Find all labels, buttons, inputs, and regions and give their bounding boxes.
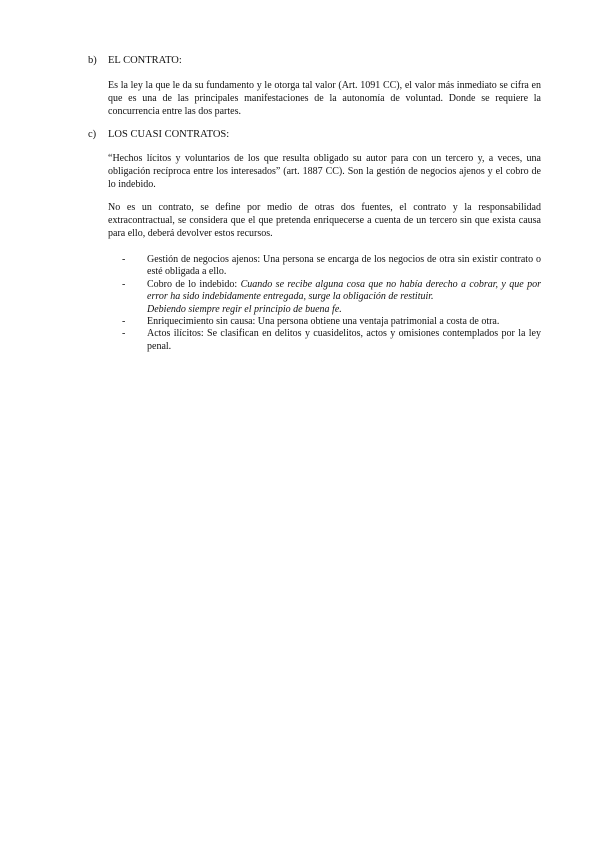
- list-item-text: Actos ilícitos: Se clasifican en delitos y cuasidelitos, actos y omisiones contemplados por la ley penal.: [147, 328, 541, 352]
- list-bullet: -: [122, 316, 126, 328]
- section-c-heading: [88, 128, 229, 141]
- section-b-paragraph: Es la ley la que le da su fundamento y le otorga tal valor (Art. 1091 CC), el valor más inmediato se cifra en que es una de las principales manifestaciones de la autonomía de voluntad. Donde se requiere la concurrencia entre las dos partes.: [108, 80, 541, 117]
- section-c-paragraph-2: No es un contrato, se define por medio de otras dos fuentes, el contrato y la responsabilidad extracontractual, se considera que el que pretenda enriquecerse a cuenta de un tercero sin que exista causa para ello, deberá devolver estos recursos.: [108, 202, 541, 239]
- section-title: LOS CUASI CONTRATOS:: [108, 129, 230, 140]
- list-item: [122, 279, 541, 316]
- section-c-paragraph-1: “Hechos lícitos y voluntarios de los que resulta obligado su autor para con un tercero y, a veces, una obligación recíproca entre los interesados” (art. 1887 CC). Son la gestión de negocios ajenos y el cobro de lo indebido.: [108, 153, 541, 190]
- list-item-text: Gestión de negocios ajenos: Una persona se encarga de los negocios de otra sin existir contrato o esté obligada a ello.: [147, 254, 541, 278]
- list-item-text: Enriquecimiento sin causa: Una persona obtiene una ventaja patrimonial a costa de otra.: [147, 316, 500, 328]
- section-letter: c): [88, 129, 97, 140]
- list-bullet: -: [122, 278, 126, 290]
- list-item-text: [147, 279, 541, 316]
- section-title: EL CONTRATO:: [108, 55, 182, 66]
- list-item: [122, 328, 541, 353]
- section-letter: b): [88, 55, 97, 66]
- list-bullet: -: [122, 328, 126, 340]
- list-item: [122, 254, 541, 279]
- list-item: [122, 316, 541, 328]
- list-bullet: -: [122, 254, 126, 265]
- list-item-italic: Cuando se recibe alguna cosa que no había derecho a cobrar, y que por error ha sido indebidamente entregada, surge la obligación de restituir.: [147, 278, 541, 303]
- source-list: [122, 254, 541, 353]
- list-item-italic-2: Debiendo siempre regir el principio de buena fe.: [147, 303, 342, 315]
- list-item-label: Cobro de lo indebido:: [147, 278, 241, 290]
- section-b-heading: [88, 54, 182, 67]
